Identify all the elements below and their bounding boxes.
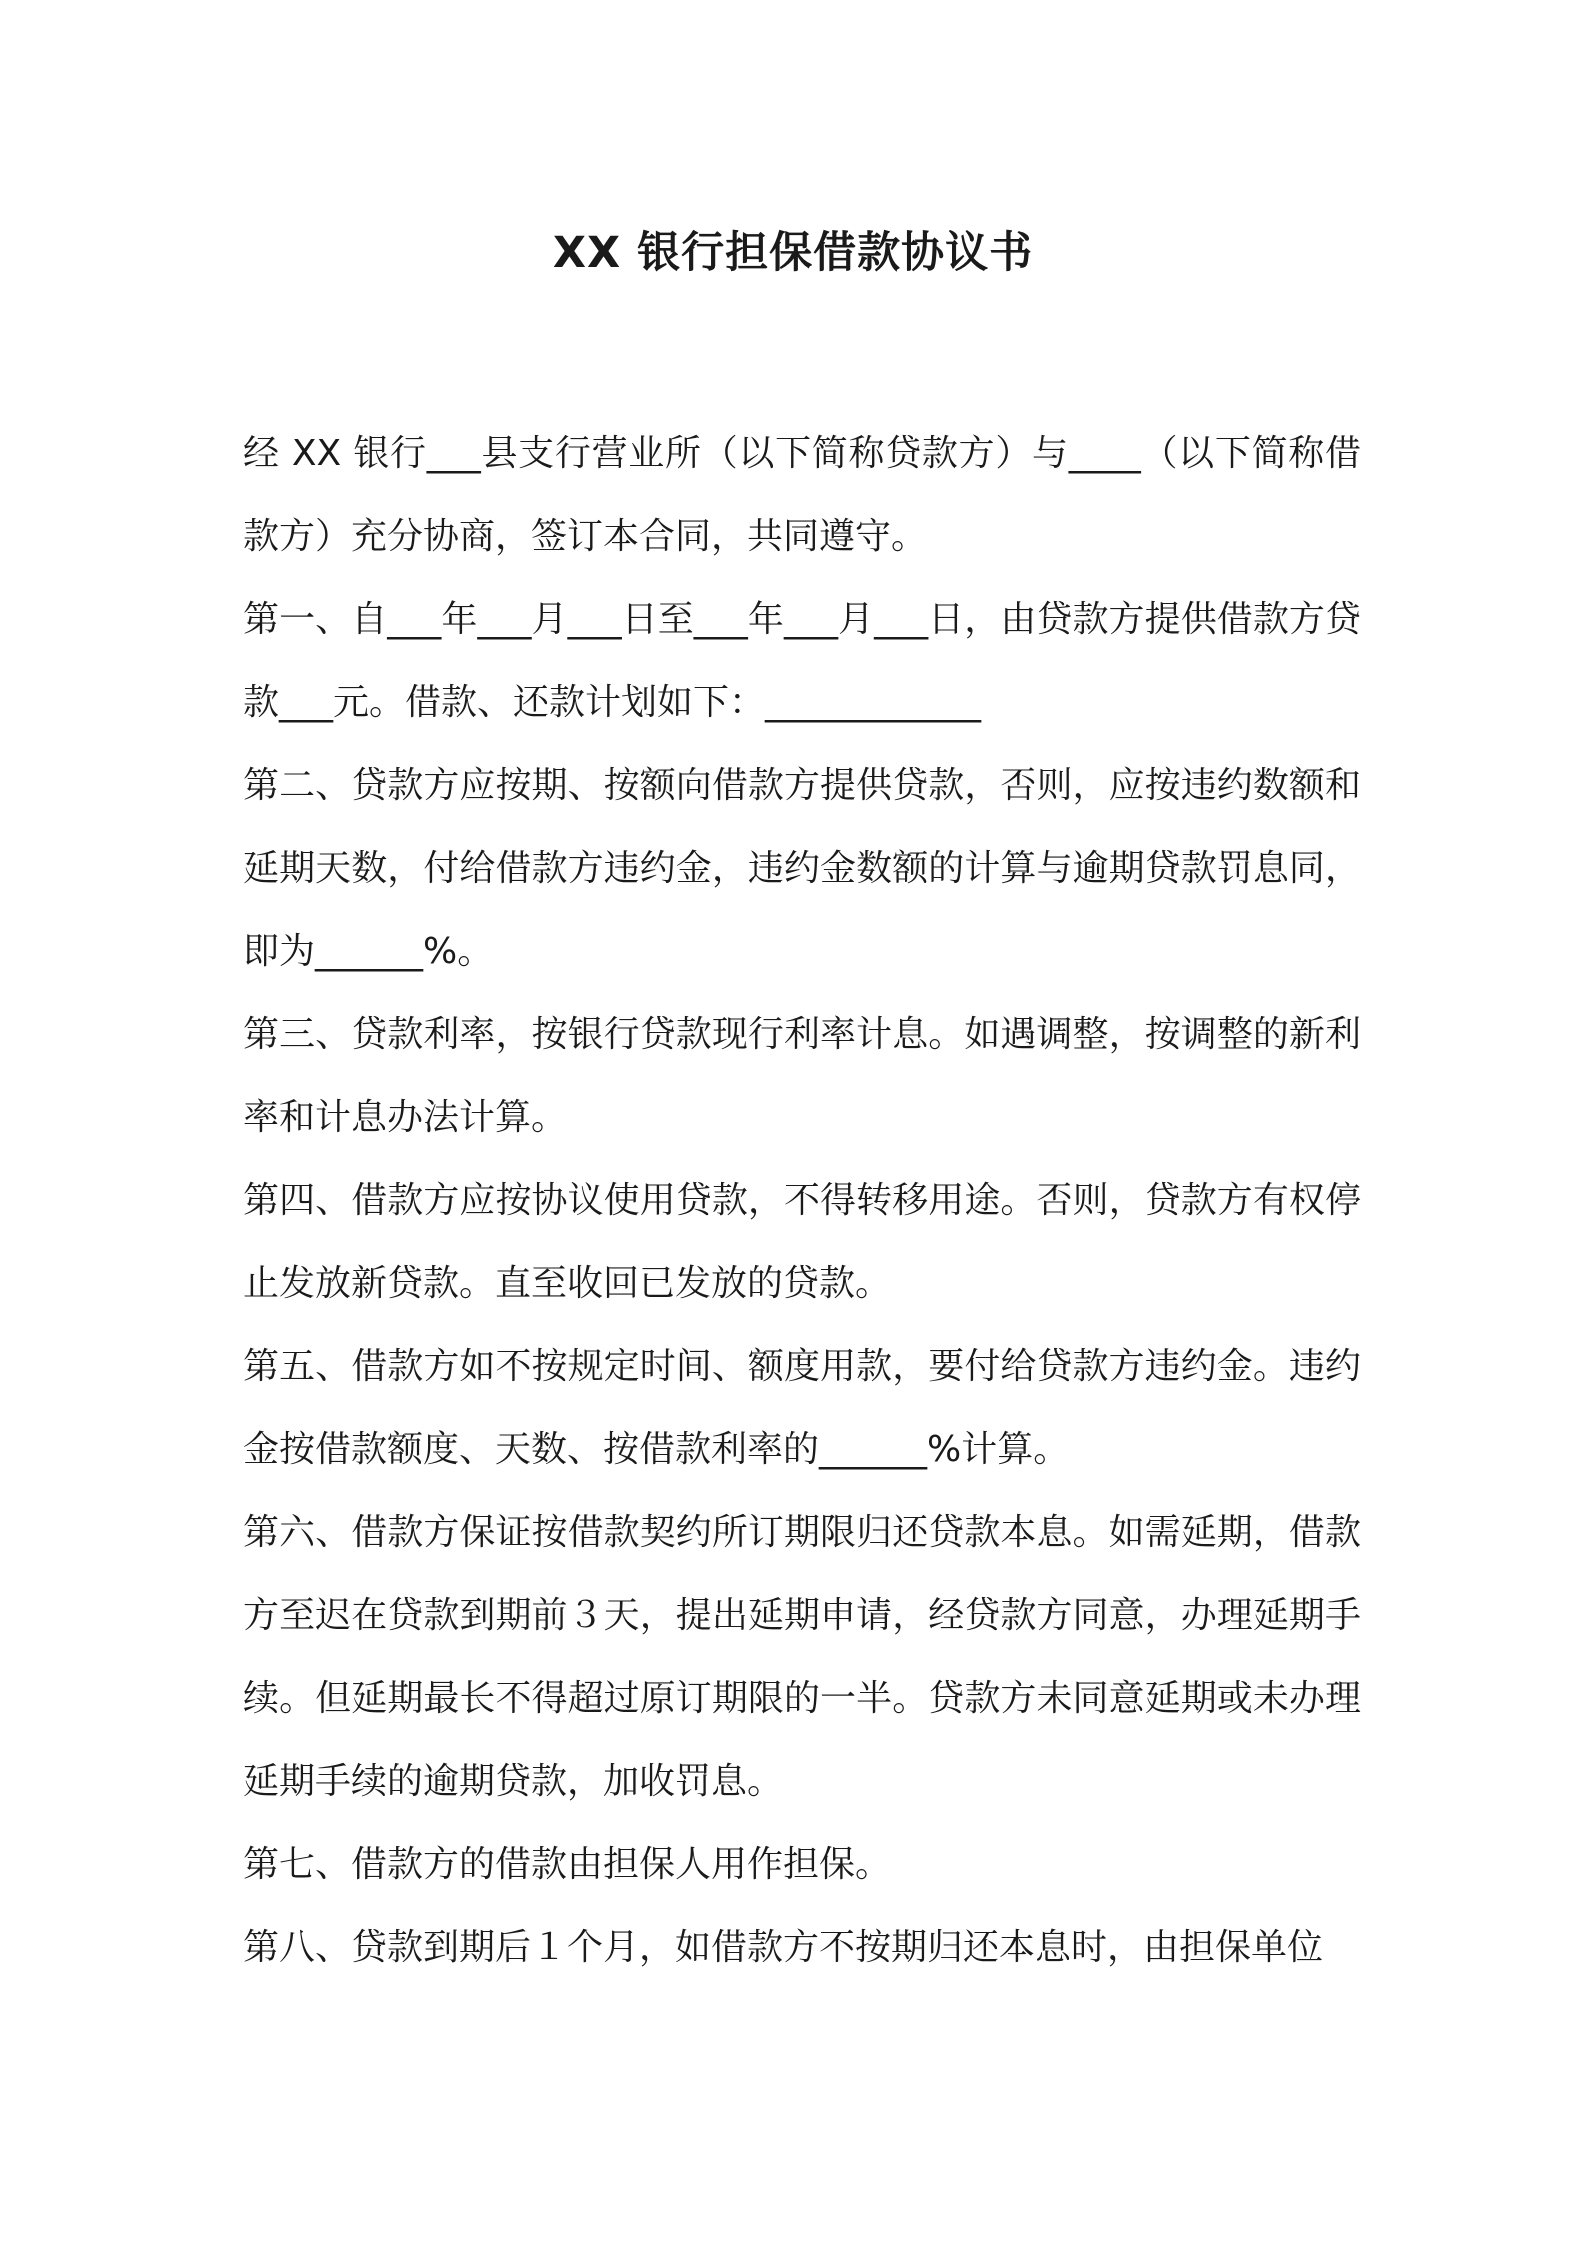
paragraph-preamble: 经 XX 银行___县支行营业所（以下简称贷款方）与____（以下简称借款方）充分协商，签订本合同，共同遵守。 <box>243 433 1361 557</box>
paragraph-article-2: 第二、贷款方应按期、按额向借款方提供贷款，否则，应按违约数额和延期天数，付给借款方违约金，违约金数额的计算与逾期贷款罚息同，即为______%。 <box>243 765 1361 972</box>
paragraph-article-1: 第一、自___年___月___日至___年___月___日，由贷款方提供借款方贷款___元。借款、还款计划如下：____________ <box>243 599 1361 723</box>
paragraph-article-5: 第五、借款方如不按规定时间、额度用款，要付给贷款方违约金。违约金按借款额度、天数、按借款利率的______%计算。 <box>243 1346 1361 1470</box>
paragraph-article-4: 第四、借款方应按协议使用贷款，不得转移用途。否则，贷款方有权停止发放新贷款。直至收回已发放的贷款。 <box>243 1180 1361 1304</box>
document-body <box>243 412 1361 1989</box>
document-title: XX 银行担保借款协议书 <box>552 228 1034 278</box>
paragraph-article-3: 第三、贷款利率，按银行贷款现行利率计息。如遇调整，按调整的新利率和计息办法计算。 <box>243 1014 1361 1138</box>
paragraph-article-8: 第八、贷款到期后１个月，如借款方不按期归还本息时，由担保单位 <box>243 1927 1324 1968</box>
paragraph-article-6: 第六、借款方保证按借款契约所订期限归还贷款本息。如需延期，借款方至迟在贷款到期前３天，提出延期申请，经贷款方同意，办理延期手续。但延期最长不得超过原订期限的一半。贷款方未同意延期或未办理延期手续的逾期贷款，加收罚息。 <box>243 1512 1361 1802</box>
paragraph-article-7: 第七、借款方的借款由担保人用作担保。 <box>243 1844 892 1885</box>
